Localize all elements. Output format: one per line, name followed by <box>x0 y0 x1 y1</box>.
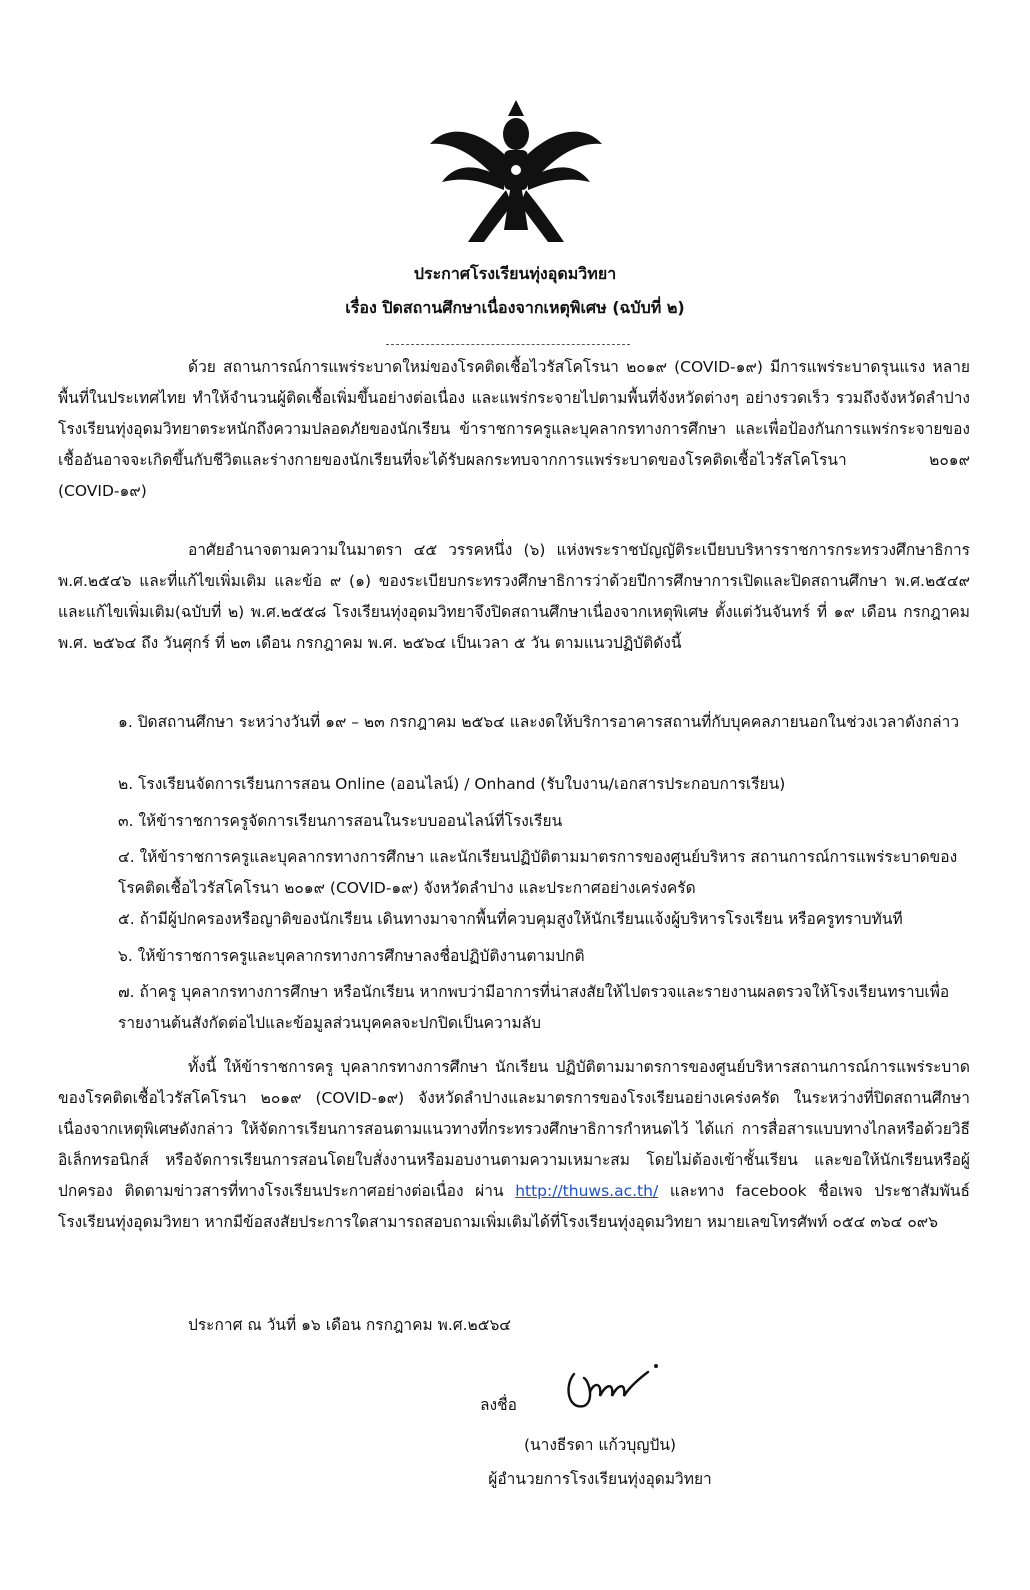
list-item: ๑. ปิดสถานศึกษา ระหว่างวันที่ ๑๙ – ๒๓ กรกฎาคม ๒๕๖๔ และงดให้บริการอาคารสถานที่กับบุคคลภายนอกในช่วงเวลาดังกล่าว <box>118 713 960 731</box>
paragraph-3 <box>58 1052 970 1238</box>
paragraph-2 <box>58 535 970 659</box>
title-divider <box>386 344 630 345</box>
signer-name: (นางธีรดา แก้วบุญปัน) <box>523 1436 676 1454</box>
paragraph-1 <box>58 352 970 507</box>
announcement-title: ประกาศโรงเรียนทุ่งอุดมวิทยา <box>413 264 617 283</box>
paragraph-2-text: อาศัยอำนาจตามความในมาตรา ๔๕ วรรคหนึ่ง (๖) แห่งพระราชบัญญัติระเบียบบริหารราชการกระทรวงศึกษาธิการ พ.ศ.๒๕๔๖ และที่แก้ไขเพิ่มเติม และข้อ ๙ (๑) ของระเบียบกระทรวงศึกษาธิการว่าด้วยปีการศึกษาการเปิดและปิดสถานศึกษา พ.ศ.๒๕๔๙ และแก้ไขเพิ่มเติม(ฉบับที่ ๒) พ.ศ.๒๕๕๘ โรงเรียนทุ่งอุดมวิทยาจึงปิดสถานศึกษาเนื่องจากเหตุพิเศษ ตั้งแต่วันจันทร์ ที่ ๑๙ เดือน กรกฎาคม พ.ศ. ๒๕๖๔ ถึง วันศุกร์ ที่ ๒๓ เดือน กรกฎาคม พ.ศ. ๒๕๖๔ เป็นเวลา ๕ วัน ตามแนวปฏิบัติดังนี้ <box>58 541 970 652</box>
paragraph-1-text: ด้วย สถานการณ์การแพร่ระบาดใหม่ของโรคติดเชื้อไวรัสโคโรนา ๒๐๑๙ (COVID-๑๙) มีการแพร่ระบาดรุนแรง หลายพื้นที่ในประเทศไทย ทำให้จำนวนผู้ติดเชื้อเพิ่มขึ้นอย่างต่อเนื่อง และแพร่กระจายไปตามพื้นที่จังหวัดต่างๆ อย่างรวดเร็ว รวมถึงจังหวัดลำปาง โรงเรียนทุ่งอุดมวิทยาตระหนักถึงความปลอดภัยของนักเรียน ข้าราชการครูและบุคลากรทางการศึกษา และเพื่อป้องกันการแพร่กระจายของเชื้ออันอาจจะเกิดขึ้นกับชีวิตและร่างกายของนักเรียนที่จะได้รับผลกระทบจากการแพร่ระบาดของโรคติดเชื้อไวรัสโคโรนา ๒๐๑๙ (COVID-๑๙) <box>58 358 970 500</box>
sign-label: ลงชื่อ <box>480 1396 517 1414</box>
paragraph-3-text-a: ทั้งนี้ ให้ข้าราชการครู บุคลากรทางการศึกษา นักเรียน ปฏิบัติตามมาตรการของศูนย์บริหารสถานการณ์การแพร่ระบาดของโรคติดเชื้อไวรัสโคโรนา ๒๐๑๙ (COVID-๑๙) จังหวัดลำปางและมาตรการของโรงเรียนอย่างเคร่งครัด ในระหว่างที่ปิดสถานศึกษาเนื่องจากเหตุพิเศษดังกล่าว ให้จัดการเรียนการสอนตามแนวทางที่กระทรวงศึกษาธิการกำหนดไว้ ได้แก่ การสื่อสารแบบทางไกลหรือด้วยวิธีอิเล็กทรอนิกส์ หรือจัดการเรียนการสอนโดยใบสั่งงานหรือมอบงานตามความเหมาะสม โดยไม่ต้องเข้าชั้นเรียน และขอให้นักเรียนหรือผู้ปกครอง ติดตามข่าวสารที่ทางโรงเรียนประกาศอย่างต่อเนื่อง ผ่าน <box>58 1058 970 1200</box>
list-item: ๖. ให้ข้าราชการครูและบุคลากรทางการศึกษาลงชื่อปฏิบัติงานตามปกติ <box>118 947 585 965</box>
school-website-link[interactable]: http://thuws.ac.th/ <box>515 1182 659 1200</box>
signature-icon <box>560 1352 670 1422</box>
announcement-date: ประกาศ ณ วันที่ ๑๖ เดือน กรกฎาคม พ.ศ.๒๕๖๔ <box>188 1316 512 1334</box>
list-item: ๗. ถ้าครู บุคลากรทางการศึกษา หรือนักเรียน หากพบว่ามีอาการที่น่าสงสัยให้ไปตรวจและรายงานผลตรวจให้โรงเรียนทราบเพื่อรายงานต้นสังกัดต่อไปและข้อมูลส่วนบุคคลจะปกปิดเป็นความลับ <box>118 983 950 1032</box>
paragraph-3-text-b: และทาง facebook ชื่อเพจ ประชาสัมพันธ์โรงเรียนทุ่งอุดมวิทยา หากมีข้อสงสัยประการใดสามารถสอบถามเพิ่มเติมได้ที่โรงเรียนทุ่งอุดมวิทยา หมายเลขโทรศัพท์ ๐๕๔ ๓๖๔ ๐๙๖ <box>58 1182 970 1231</box>
list-item: ๓. ให้ข้าราชการครูจัดการเรียนการสอนในระบบออนไลน์ที่โรงเรียน <box>118 812 563 830</box>
list-item: ๔. ให้ข้าราชการครูและบุคลากรทางการศึกษา และนักเรียนปฏิบัติตามมาตรการของศูนย์บริหาร สถานการณ์การแพร่ระบาดของโรคติดเชื้อไวรัสโคโรนา ๒๐๑๙ (COVID-๑๙) จังหวัดลำปาง และประกาศอย่างเคร่งครัด <box>118 848 958 897</box>
list-item: ๒. โรงเรียนจัดการเรียนการสอน Online (ออนไลน์) / Onhand (รับใบงาน/เอกสารประกอบการเรียน) <box>118 775 786 793</box>
garuda-emblem-icon <box>420 92 612 252</box>
signer-position: ผู้อำนวยการโรงเรียนทุ่งอุดมวิทยา <box>488 1470 712 1488</box>
list-item: ๕. ถ้ามีผู้ปกครองหรือญาติของนักเรียน เดินทางมาจากพื้นที่ควบคุมสูงให้นักเรียนแจ้งผู้บริหารโรงเรียน หรือครูทราบทันที <box>118 910 903 928</box>
announcement-subject: เรื่อง ปิดสถานศึกษาเนื่องจากเหตุพิเศษ (ฉบับที่ ๒) <box>345 298 685 317</box>
